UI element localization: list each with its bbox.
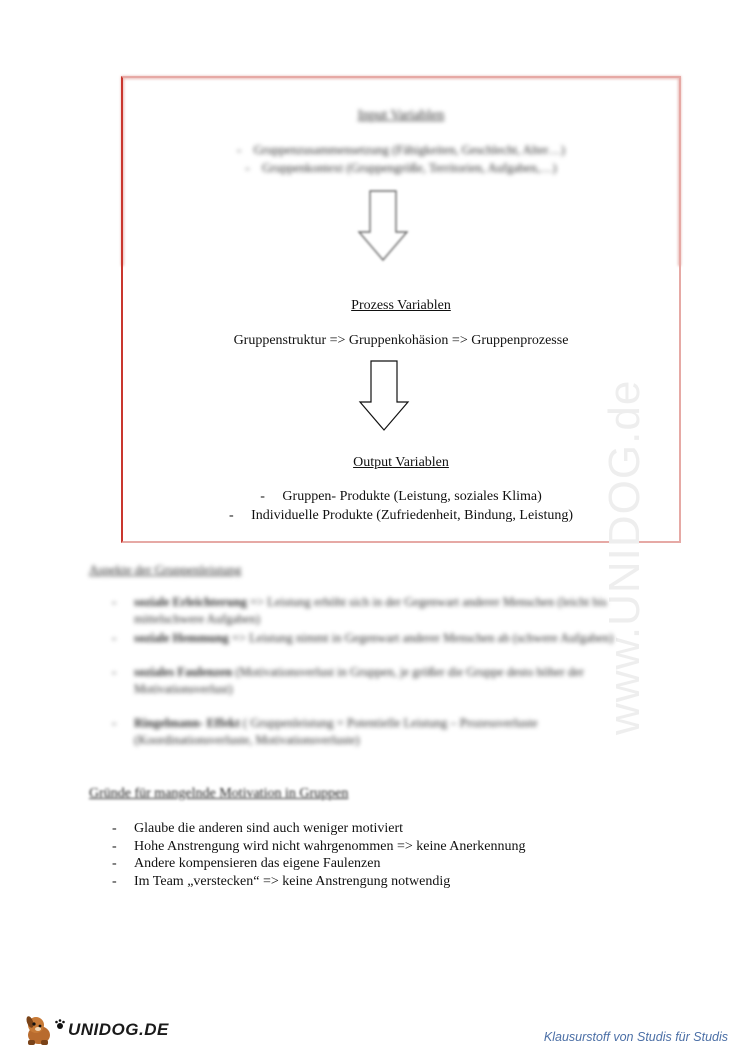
list-item: - Ringelmann- Effekt ( Gruppenleistung = Potentielle Leistung – Prozessverluste (Koordinationsverluste, Motivationsverluste): [112, 716, 538, 747]
process-line: Gruppenstruktur => Gruppenkohäsion => Gruppenprozesse: [233, 333, 569, 348]
list-item: - Glaube die anderen sind auch weniger motiviert: [112, 821, 404, 836]
dog-mascot-icon: [22, 1013, 56, 1047]
output-item-1: - Gruppen- Produkte (Leistung, soziales Klima): [260, 489, 542, 504]
arrow-down-icon: [358, 360, 410, 432]
watermark: www.UNIDOG.de: [600, 379, 649, 735]
unidog-logo: [22, 1013, 169, 1047]
process-title: Prozess Variablen: [351, 298, 451, 313]
arrow-down-icon: [357, 190, 409, 262]
reasons-heading: Gründe für mangelnde Motivation in Gruppen: [89, 786, 349, 801]
footer-tagline: Klausurstoff von Studis für Studis: [543, 1030, 728, 1044]
list-item: - soziale Hemmung => Leistung nimmt in Gegenwart anderer Menschen ab (schwere Aufgaben): [112, 631, 614, 645]
list-item: - soziale Erleichterung => Leistung erhöht sich in der Gegenwart anderer Menschen (leicht bis mittelschwere Aufgaben): [112, 595, 607, 626]
list-item: - soziales Faulenzen (Motivationsverlust in Gruppen, je größer die Gruppe desto höher der Motivationsverlust): [112, 665, 584, 696]
input-title: Input Variablen: [357, 108, 445, 123]
list-item: - Andere kompensieren das eigene Faulenzen: [112, 856, 381, 871]
logo-text: UNIDOG.DE: [68, 1020, 169, 1039]
output-item-2: - Individuelle Produkte (Zufriedenheit, Bindung, Leistung): [228, 508, 574, 523]
aspects-heading: Aspekte der Gruppenleistung: [89, 562, 242, 577]
aspects-list: [112, 594, 652, 749]
input-item-2: - Gruppenkontext (Gruppengröße, Territorien, Aufgaben,…): [245, 161, 557, 175]
paw-icon: [54, 1018, 66, 1030]
output-title: Output Variablen: [353, 455, 449, 470]
list-item: - Im Team „verstecken“ => keine Anstrengung notwendig: [112, 873, 451, 889]
input-item-1: - Gruppenzusammensetzung (Fähigkeiten, Geschlecht, Alter…): [236, 143, 566, 157]
reasons-list: [112, 820, 672, 890]
list-item: - Hohe Anstrengung wird nicht wahrgenommen => keine Anerkennung: [112, 838, 526, 854]
